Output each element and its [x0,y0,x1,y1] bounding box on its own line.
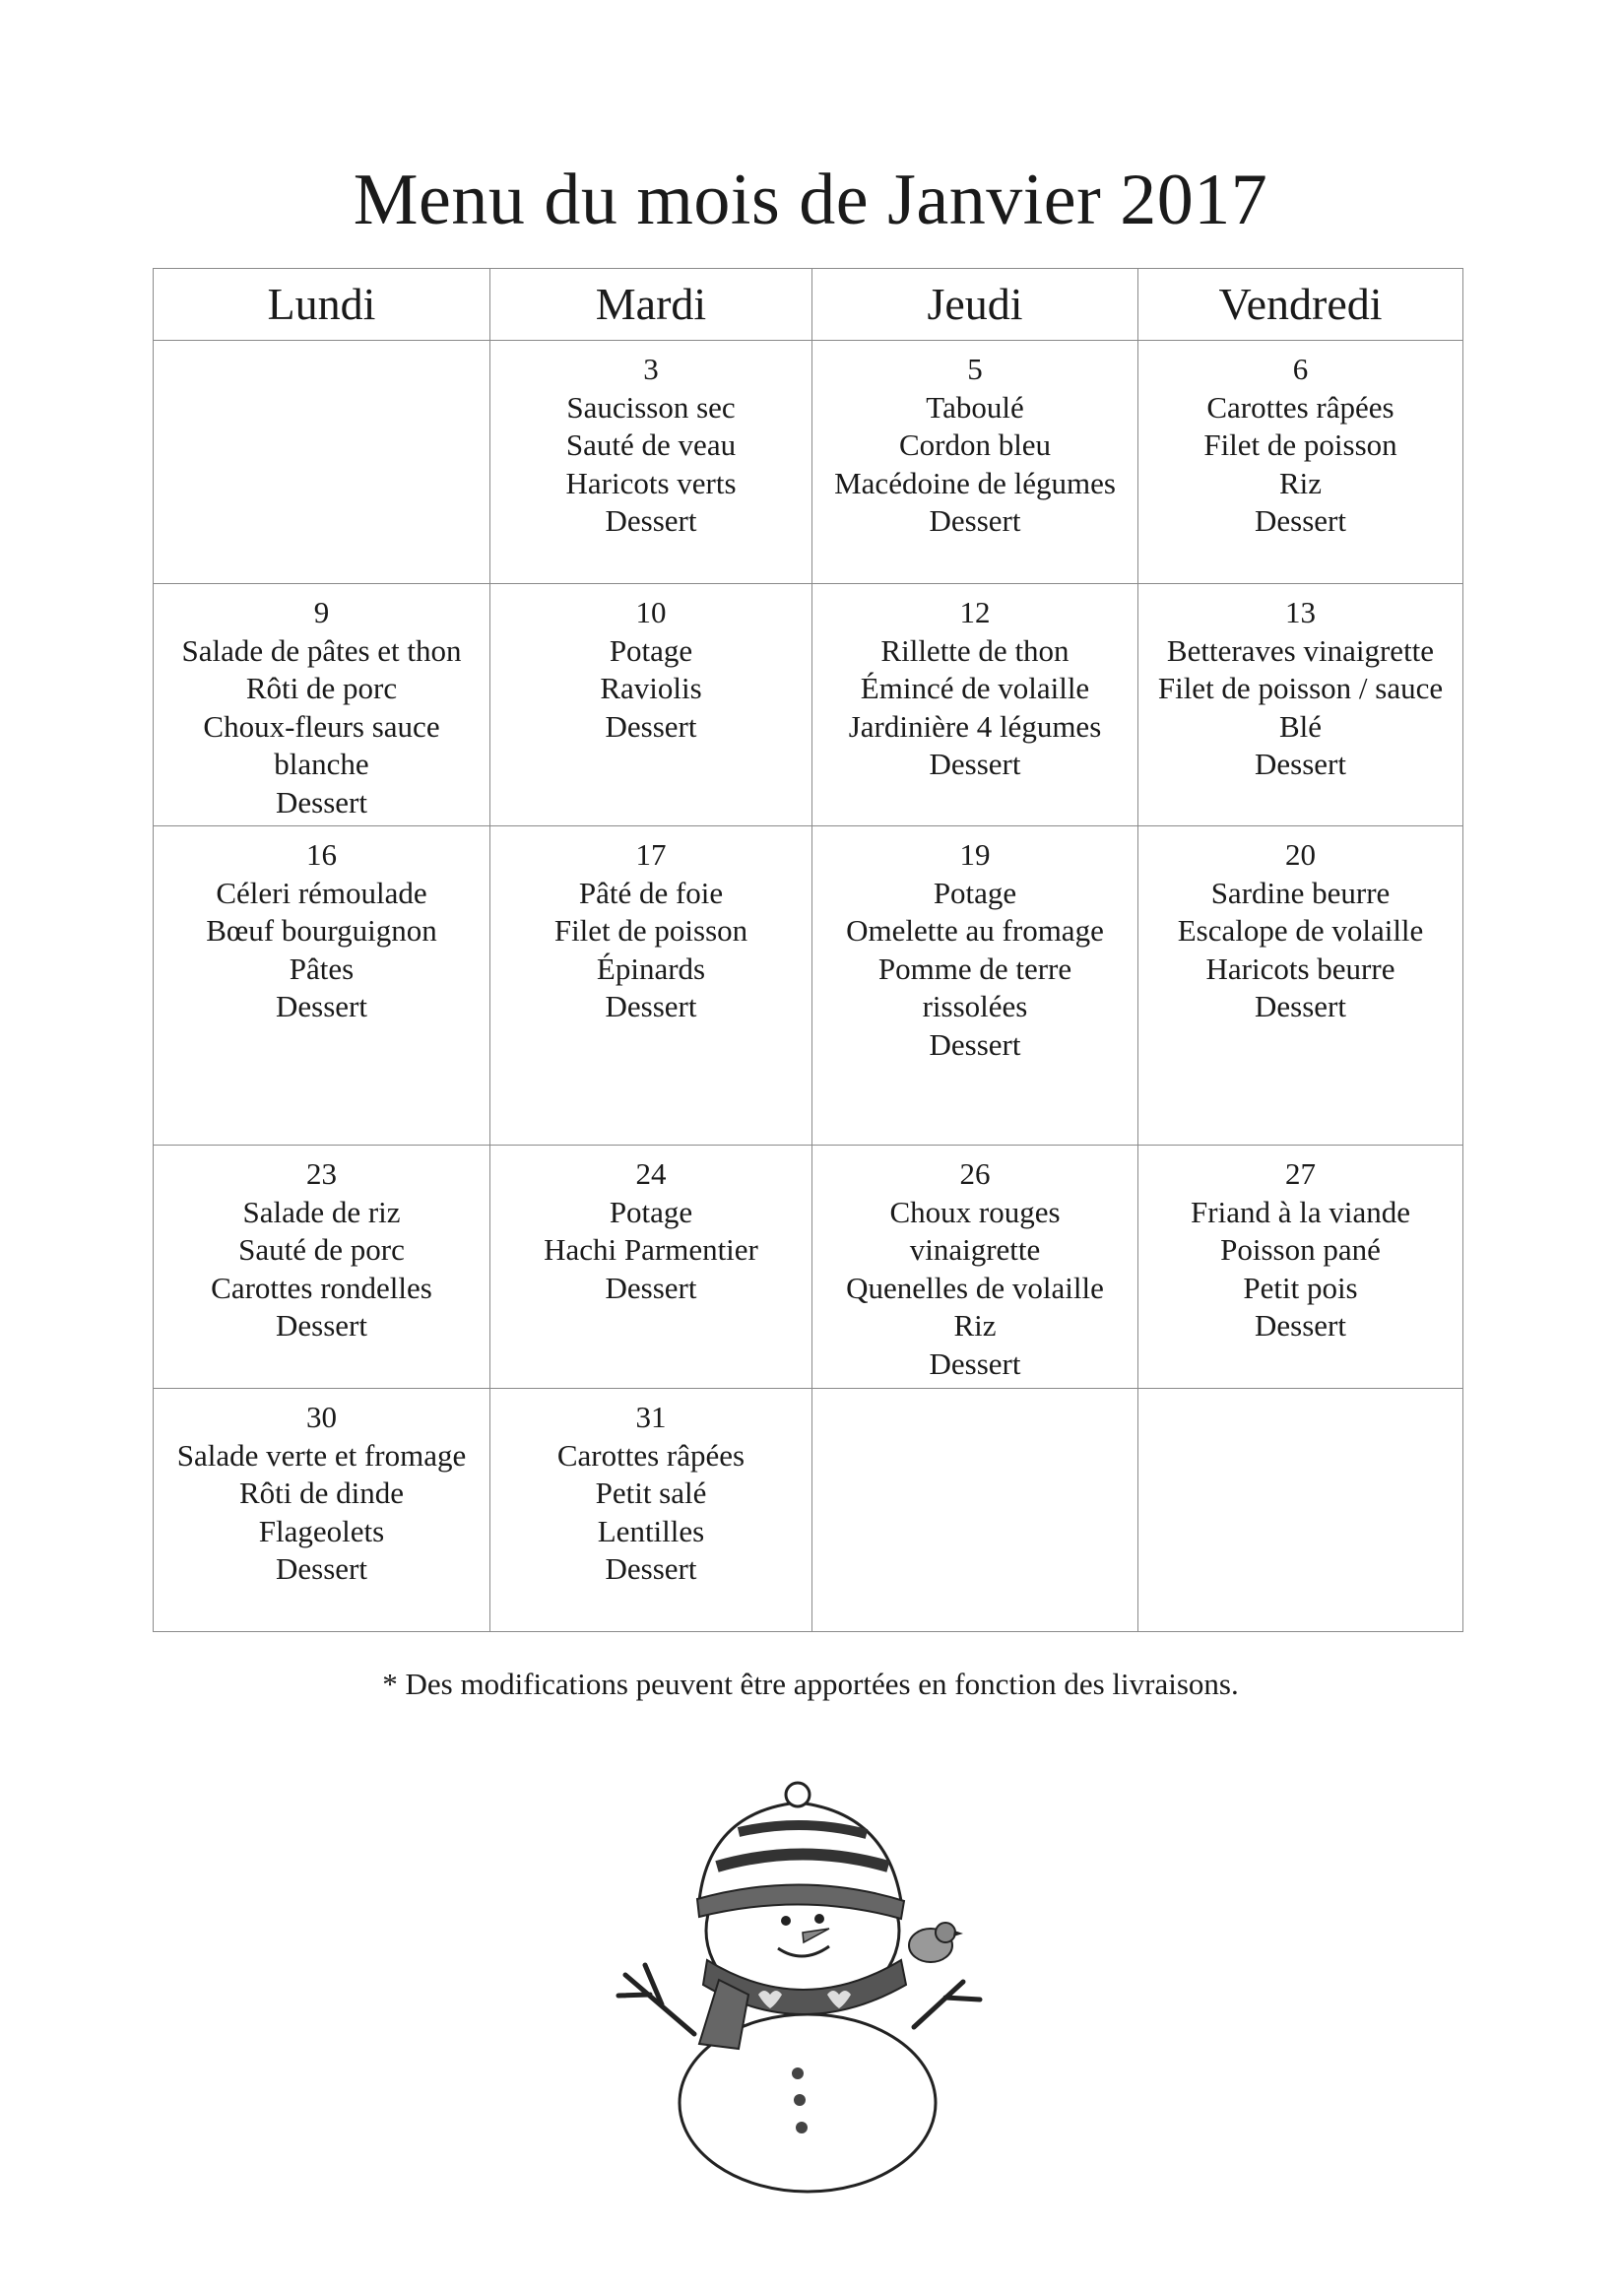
day-header-jeudi: Jeudi [812,269,1138,341]
dish-item: Filet de poisson [553,913,748,948]
dish-item: Dessert [929,747,1021,781]
dish-item: Riz [953,1308,997,1343]
dish-item: Dessert [929,1345,1021,1381]
menu-cell [490,1389,812,1632]
day-number: 9 [313,595,330,629]
day-header-mardi: Mardi [490,269,812,341]
day-number: 12 [959,595,991,629]
menu-cell [1138,1389,1463,1632]
day-number: 16 [306,837,337,872]
menu-cell [490,584,812,826]
dish-item: rissolées [922,989,1028,1023]
dish-item: Dessert [276,784,367,820]
snowman-eye [814,1914,824,1924]
dish-item: Haricots verts [565,465,737,500]
dish-item: Riz [1278,465,1323,500]
day-number: 5 [967,352,983,386]
day-number: 23 [306,1156,337,1191]
menu-table [153,268,1463,1632]
dish-item: Omelette au fromage [846,913,1104,948]
dish-item: Dessert [605,1551,697,1586]
table-header-row [154,269,1463,341]
menu-cell [154,341,490,584]
dish-item: Rillette de thon [880,632,1070,668]
day-number: 13 [1285,595,1316,629]
dish-item: Raviolis [600,671,702,705]
week-row [154,341,1463,584]
dish-item: Céleri rémoulade [216,875,427,910]
day-number: 31 [635,1400,667,1434]
menu-cell [812,341,1138,584]
day-number: 6 [1292,352,1309,386]
dish-item: Petit salé [595,1476,707,1510]
dish-item: Saucisson sec [566,389,736,425]
dish-item: Dessert [605,503,697,538]
dish-item: Lentilles [597,1513,705,1548]
hat-pompom [786,1783,810,1806]
dish-item: Blé [1278,708,1323,744]
dish-item: Dessert [276,1551,367,1586]
dish-item: Friand à la viande [1191,1194,1410,1229]
dish-item: Sauté de porc [238,1232,405,1267]
footnote: * Des modifications peuvent être apportées en fonction des livraisons. [382,1667,1239,1701]
menu-cell [154,1146,490,1389]
dish-item: Sauté de veau [565,427,737,462]
menu-cell [154,584,490,826]
dish-item: Taboulé [926,389,1024,425]
dish-item: Dessert [1255,989,1346,1023]
dish-item: Dessert [605,1270,697,1305]
dish-item: Épinards [596,951,706,986]
week-row [154,584,1463,826]
dish-item: Petit pois [1243,1270,1358,1305]
page-title: Menu du mois de Janvier 2017 [353,160,1268,240]
dish-item: Dessert [1255,1308,1346,1343]
menu-cell [812,826,1138,1146]
dish-item: Cordon bleu [898,427,1052,462]
dish-item: Pâtes [289,951,355,986]
menu-cell [1138,584,1463,826]
menu-cell [154,826,490,1146]
dish-item: Hachi Parmentier [544,1232,758,1267]
menu-cell [490,1146,812,1389]
menu-cell [1138,341,1463,584]
day-number: 27 [1285,1156,1316,1191]
day-number: 10 [635,595,667,629]
dish-item: Émincé de volaille [860,671,1090,705]
menu-cell [154,1389,490,1632]
dish-item: Haricots beurre [1205,951,1395,986]
bird-beak [953,1931,963,1936]
dish-item: Pâté de foie [578,875,724,910]
dish-item: Salade de riz [242,1194,401,1229]
dish-item: Potage [933,875,1017,910]
day-number: 19 [959,837,991,872]
week-row [154,1389,1463,1632]
dish-item: Dessert [276,989,367,1023]
dish-item: Dessert [605,989,697,1023]
dish-item: Salade de pâtes et thon [181,632,462,668]
dish-item: Quenelles de volaille [846,1270,1104,1305]
day-number: 3 [643,352,659,386]
snowman-button [792,2067,804,2079]
dish-item: Escalope de volaille [1177,913,1424,948]
bird-head [936,1923,955,1942]
day-header-vendredi: Vendredi [1138,269,1463,341]
menu-cell [812,584,1138,826]
dish-item: Filet de poisson / sauce [1157,671,1444,705]
dish-item: Choux rouges [889,1194,1061,1229]
dish-item: Dessert [276,1308,367,1343]
snowman-arm [618,1965,694,2034]
dish-item: Jardinière 4 légumes [848,708,1102,744]
dish-item: Dessert [1255,747,1346,781]
menu-cell [812,1389,1138,1632]
dish-item: Sardine beurre [1210,875,1391,910]
menu-cell [1138,1146,1463,1389]
day-header-lundi: Lundi [154,269,490,341]
menu-cell [490,826,812,1146]
day-number: 26 [959,1156,991,1191]
snowman-eye [781,1916,791,1926]
dish-item: Carottes rondelles [211,1270,432,1305]
snowman-button [796,2122,808,2133]
dish-item: Filet de poisson [1203,427,1397,462]
snowman-button [794,2094,806,2106]
snowman-arm [914,1982,980,2027]
snowman-scarf-tail [699,1980,748,2049]
week-row [154,826,1463,1146]
dish-item: Dessert [929,503,1021,538]
dish-item: Dessert [929,1026,1021,1062]
dish-item: Choux-fleurs sauce [203,708,440,744]
snowman-illustration [601,1773,1014,2197]
dish-item: Dessert [605,708,697,744]
dish-item: Betteraves vinaigrette [1166,632,1435,668]
dish-item: Poisson pané [1220,1232,1381,1267]
dish-item: Macédoine de légumes [834,465,1116,500]
dish-item: Potage [609,632,693,668]
dish-item: vinaigrette [909,1232,1041,1267]
dish-item: Carottes râpées [556,1437,746,1473]
dish-item: blanche [274,747,369,781]
day-number: 17 [635,837,667,872]
day-number: 30 [306,1400,337,1434]
week-row [154,1146,1463,1389]
day-number: 24 [635,1156,667,1191]
dish-item: Carottes râpées [1206,389,1394,425]
dish-item: Flageolets [258,1513,385,1548]
day-number: 20 [1285,837,1316,872]
menu-cell [1138,826,1463,1146]
menu-cell [812,1146,1138,1389]
dish-item: Rôti de dinde [238,1476,405,1510]
dish-item: Bœuf bourguignon [206,913,437,948]
menu-cell [490,341,812,584]
dish-item: Salade verte et fromage [176,1437,467,1473]
dish-item: Dessert [1255,503,1346,538]
dish-item: Potage [609,1194,693,1229]
dish-item: Pomme de terre [877,951,1072,986]
dish-item: Rôti de porc [245,671,398,705]
